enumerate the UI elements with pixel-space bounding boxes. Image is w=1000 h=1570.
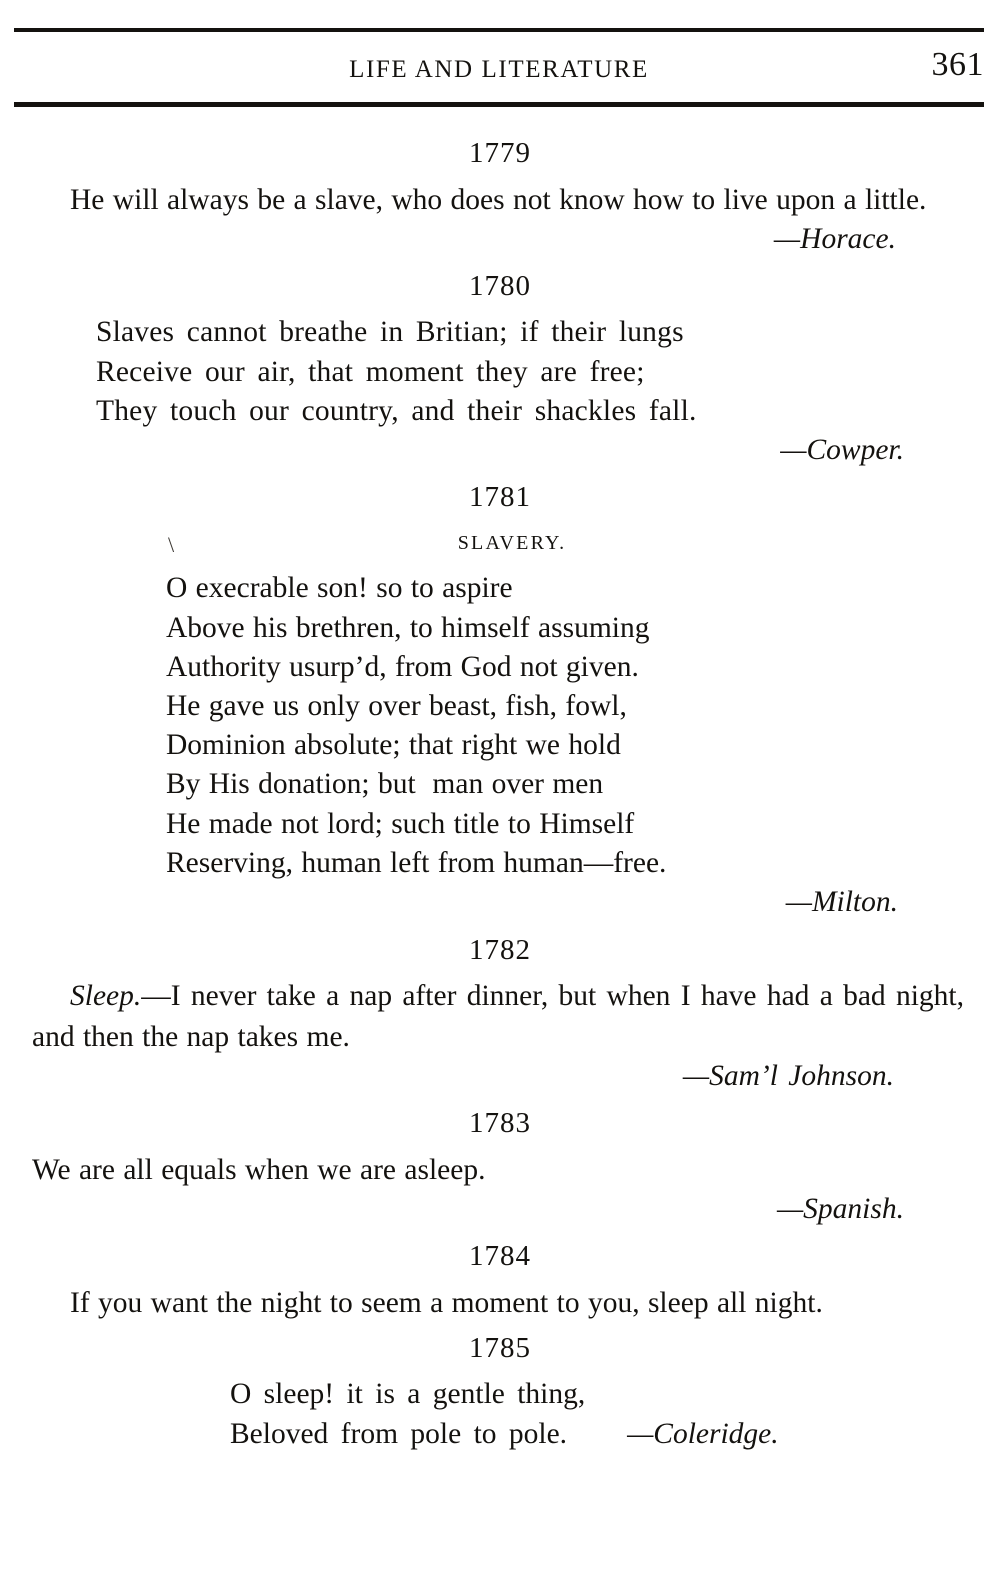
entry-subhead-label: SLAVERY. — [457, 532, 567, 555]
verse-line: Reserving, human left from human—free. — [166, 846, 667, 879]
entry-text — [32, 976, 964, 1056]
header-rule-top — [14, 28, 984, 32]
verse-block — [166, 569, 982, 883]
verse-line: They touch our country, and their shackles fall. — [96, 394, 697, 427]
entry-attribution: —Coleridge. — [627, 1417, 779, 1450]
entry-number: 1783 — [469, 1107, 531, 1140]
running-head-title: LIFE AND LITERATURE — [349, 56, 649, 83]
entry-text: We are all equals when we are asleep. — [32, 1153, 486, 1186]
entry-number: 1779 — [469, 137, 531, 169]
entry-text: If you want the night to seem a moment to you, sleep all night. — [70, 1287, 823, 1320]
body-content — [18, 124, 982, 1454]
verse-line-text: Beloved from pole to pole. — [230, 1417, 568, 1450]
entry-attribution: —Sam’l Johnson. — [682, 1059, 894, 1092]
entry-number: 1784 — [469, 1240, 531, 1273]
verse-line: He gave us only over beast, fish, fowl, — [166, 689, 627, 722]
entry-number: 1785 — [469, 1332, 531, 1365]
verse-line: Authority usurp’d, from God not given. — [166, 650, 639, 683]
page-number: 361 — [931, 46, 984, 83]
entry-attribution: —Horace. — [773, 223, 896, 255]
header-rule-bottom — [14, 102, 984, 107]
verse-block — [96, 313, 982, 431]
verse-line: O execrable son! so to aspire — [166, 572, 513, 605]
entry-lead-in: Sleep. — [70, 980, 142, 1013]
entry-subhead — [18, 532, 982, 558]
verse-line: Dominion absolute; that right we hold — [166, 729, 621, 762]
verse-line: Receive our air, that moment they are free; — [96, 355, 645, 388]
verse-line: Above his brethren, to himself assuming — [166, 611, 650, 644]
entry-number: 1782 — [469, 933, 531, 966]
verse-line: Slaves cannot breathe in Britian; if their lungs — [96, 316, 684, 349]
entry-number: 1780 — [469, 270, 531, 303]
entry-text-body: —I never take a nap after dinner, but when I have had a bad night, and then the nap takes me. — [32, 980, 964, 1053]
entry-text: He will always be a slave, who does not know how to live upon a little. — [70, 183, 927, 216]
entry-attribution: —Cowper. — [780, 433, 904, 466]
running-head — [14, 44, 984, 96]
entry-number: 1781 — [469, 481, 531, 514]
entry-attribution: —Milton. — [785, 886, 898, 919]
verse-line: By His donation; but man over men — [166, 768, 604, 801]
stray-mark-icon: \ — [168, 532, 177, 558]
verse-block — [230, 1375, 982, 1453]
verse-line: He made not lord; such title to Himself — [166, 807, 635, 840]
verse-line: O sleep! it is a gentle thing, — [230, 1378, 586, 1411]
entry-attribution: —Spanish. — [776, 1193, 904, 1226]
verse-line — [230, 1415, 982, 1454]
